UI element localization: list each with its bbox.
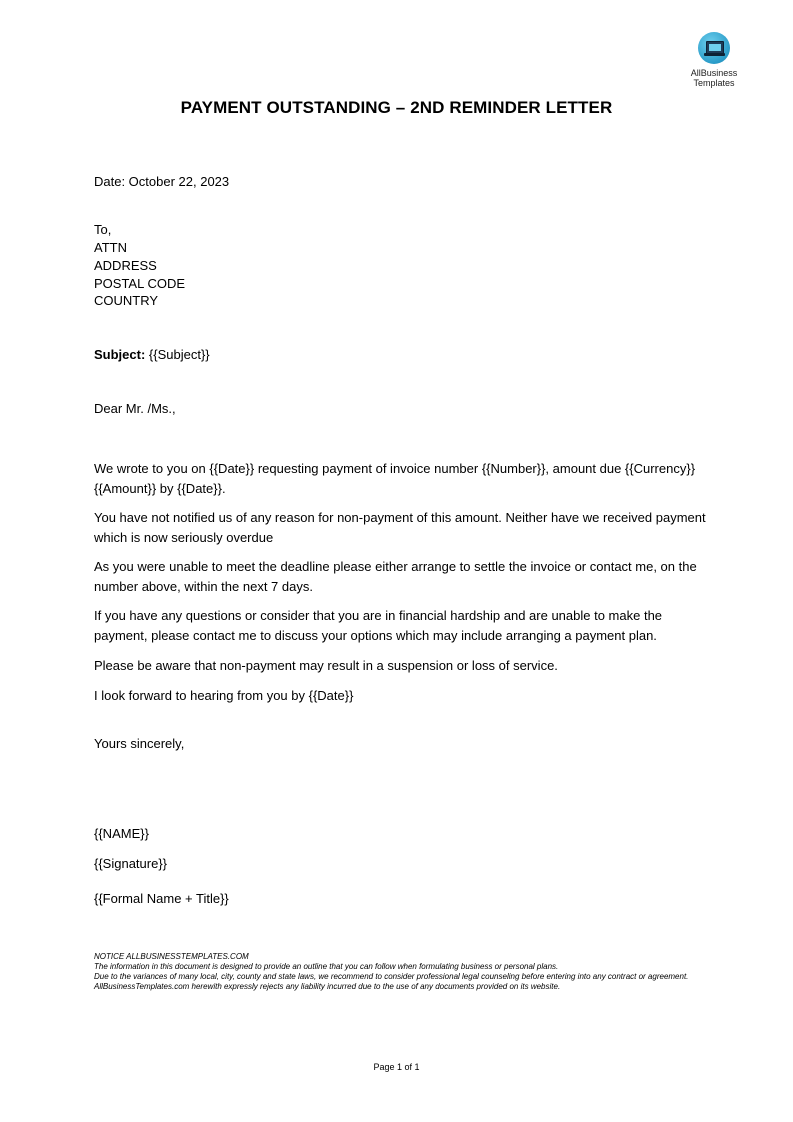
body-paragraph-2: You have not notified us of any reason for non-payment of this amount. Neither have we received payment which is now seriously overdue bbox=[94, 510, 706, 545]
signature-name: {{NAME}} bbox=[94, 826, 149, 841]
notice-heading: NOTICE ALLBUSINESSTEMPLATES.COM bbox=[94, 952, 249, 961]
page-number: Page 1 of 1 bbox=[373, 1062, 420, 1072]
notice-line-2: Due to the variances of many local, city, county and state laws, we recommend to consider professional legal counseling before entering into any contract or agreement. AllBusinessTemplates.com herewith expressly rejects any liability incurred due to the use of any documents provided on its website. bbox=[94, 972, 689, 991]
body-paragraph-5: Please be aware that non-payment may result in a suspension or loss of service. bbox=[94, 658, 558, 673]
subject-value: {{Subject}} bbox=[145, 347, 210, 362]
brand-logo bbox=[686, 32, 742, 88]
address-line-postal-code: POSTAL CODE bbox=[94, 276, 186, 291]
document-title: PAYMENT OUTSTANDING – 2ND REMINDER LETTER bbox=[180, 98, 613, 117]
logo-text-line1: AllBusiness bbox=[690, 68, 738, 78]
closing: Yours sincerely, bbox=[94, 736, 185, 751]
salutation: Dear Mr. /Ms., bbox=[94, 401, 176, 416]
logo-text-line2: Templates bbox=[693, 78, 735, 88]
body-paragraph-6: I look forward to hearing from you by {{Date}} bbox=[94, 688, 354, 703]
body-paragraph-3: As you were unable to meet the deadline please either arrange to settle the invoice or contact me, on the number above, within the next 7 days. bbox=[94, 559, 697, 594]
address-line-to: To, bbox=[94, 222, 112, 237]
letter-date: Date: October 22, 2023 bbox=[94, 174, 230, 189]
body-paragraph-4: If you have any questions or consider that you are in financial hardship and are unable to make the payment, please contact me to discuss your options which may include arranging a payment plan. bbox=[94, 608, 663, 643]
subject-line bbox=[94, 346, 210, 364]
subject-label: Subject: bbox=[94, 347, 146, 362]
signature-placeholder: {{Signature}} bbox=[94, 856, 168, 871]
body-paragraph-1: We wrote to you on {{Date}} requesting payment of invoice number {{Number}}, amount due {{Currency}}{{Amount}} by {{Date}}. bbox=[94, 461, 696, 496]
address-line-attn: ATTN bbox=[94, 240, 127, 255]
address-line-address: ADDRESS bbox=[94, 258, 157, 273]
notice-line-1: The information in this document is designed to provide an outline that you can follow when formulating business or personal plans. bbox=[94, 962, 559, 971]
signature-formal-name: {{Formal Name + Title}} bbox=[94, 891, 229, 906]
laptop-icon bbox=[698, 32, 730, 64]
legal-notice bbox=[94, 952, 704, 992]
address-line-country: COUNTRY bbox=[94, 293, 159, 308]
